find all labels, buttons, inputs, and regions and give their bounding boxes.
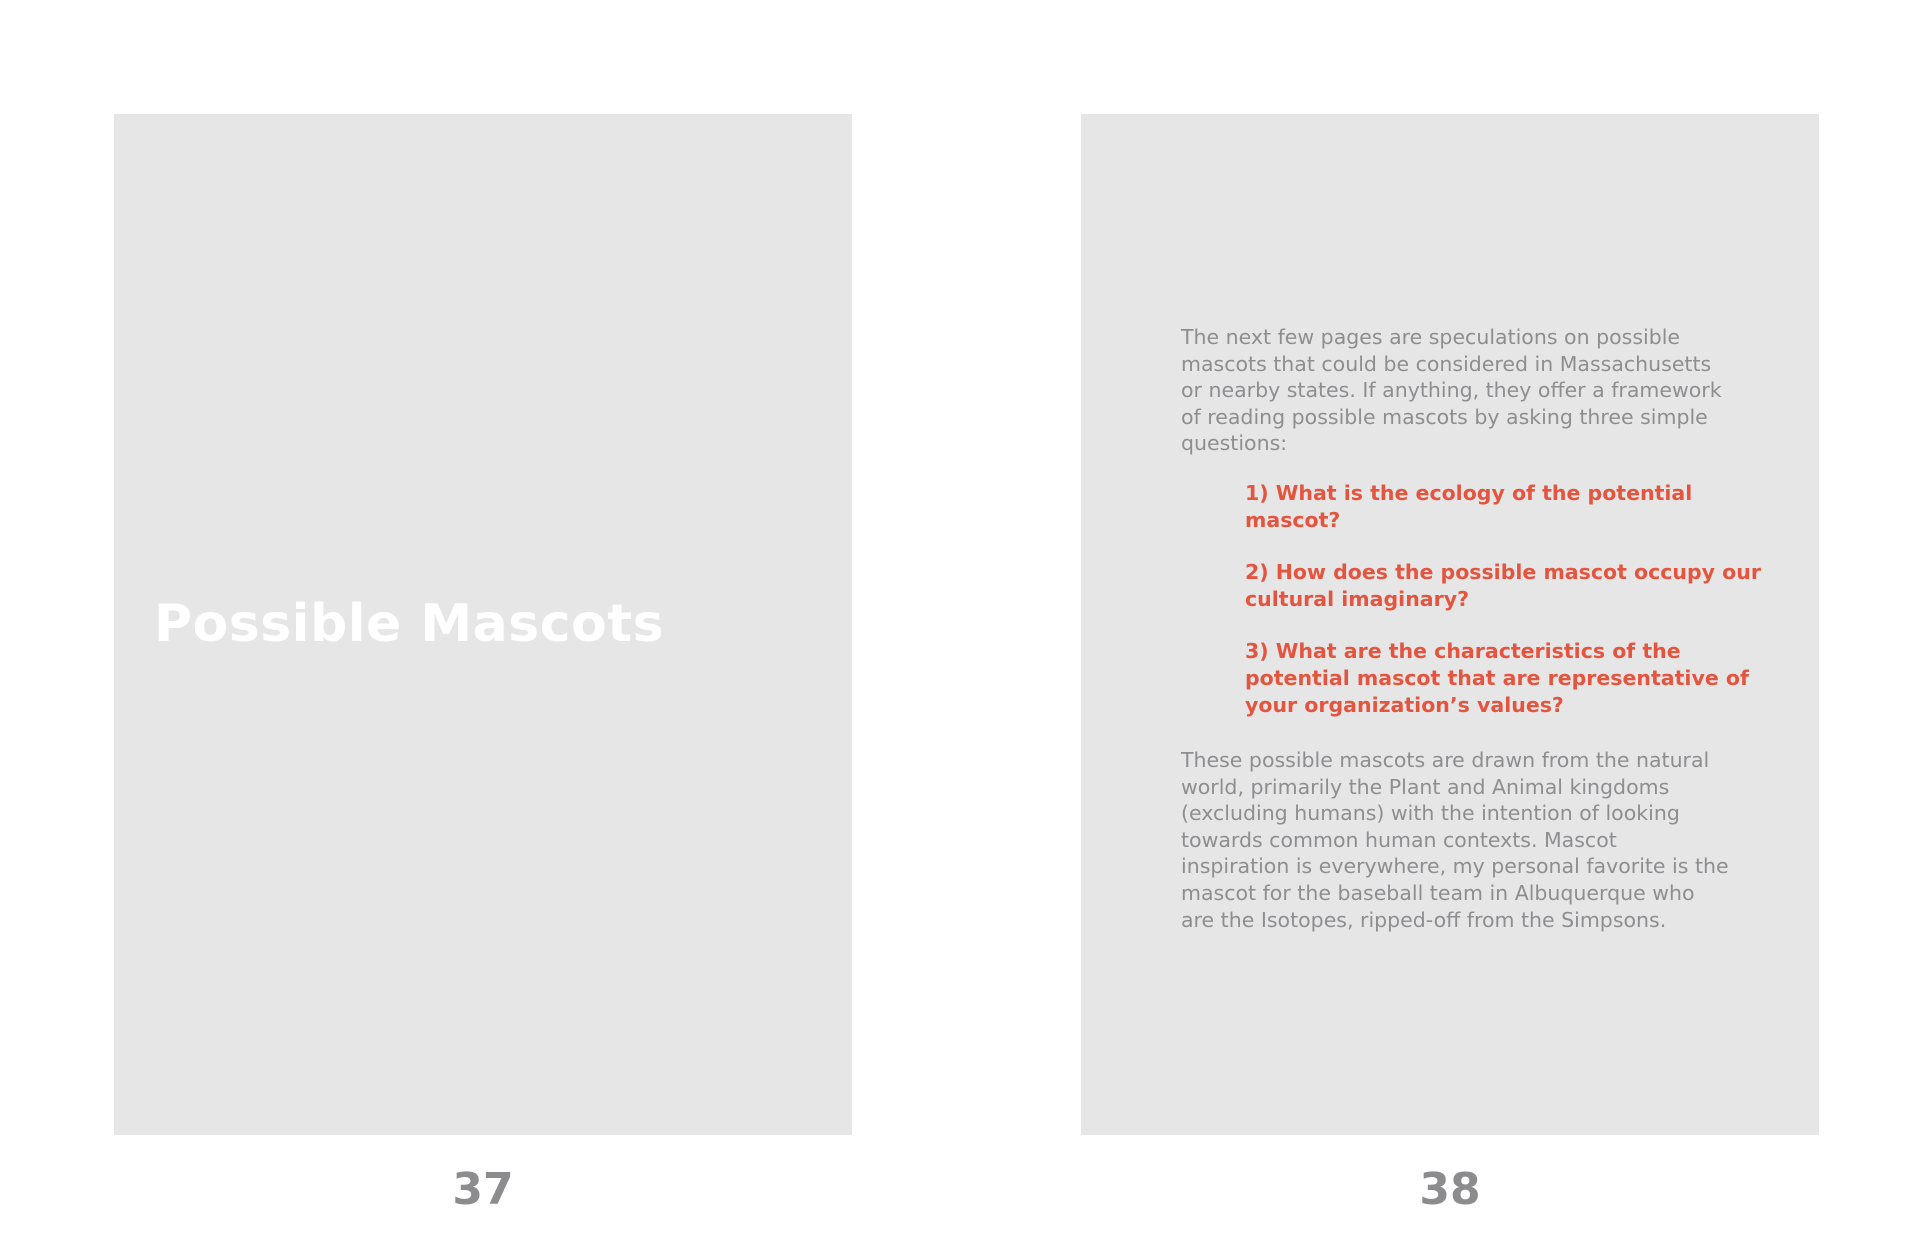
right-page — [1081, 114, 1819, 1135]
page-number-right: 38 — [1419, 1164, 1481, 1215]
question-list — [1245, 480, 1765, 744]
question-item: 2) How does the possible mascot occupy our cultural imaginary? — [1245, 560, 1761, 611]
intro-paragraph: The next few pages are speculations on possible mascots that could be considered in Massachusetts or nearby states. If anything, they offer a framework of reading possible mascots by asking three simple questions: — [1181, 325, 1722, 456]
section-title: Possible Mascots — [153, 594, 665, 654]
question-item: 1) What is the ecology of the potential mascot? — [1245, 481, 1693, 532]
question-item: 3) What are the characteristics of the potential mascot that are representative of your organization’s values? — [1245, 639, 1749, 717]
page-number-left: 37 — [452, 1164, 514, 1215]
closing-block — [1181, 747, 1731, 933]
left-page — [114, 114, 852, 1135]
closing-paragraph: These possible mascots are drawn from the natural world, primarily the Plant and Animal kingdoms (excluding humans) with the intention of looking towards common human contexts. Mascot inspiration is everywhere, my personal favorite is the mascot for the baseball team in Albuquerque who are the Isotopes, ripped-off from the Simpsons. — [1181, 748, 1729, 932]
intro-block — [1181, 324, 1731, 457]
